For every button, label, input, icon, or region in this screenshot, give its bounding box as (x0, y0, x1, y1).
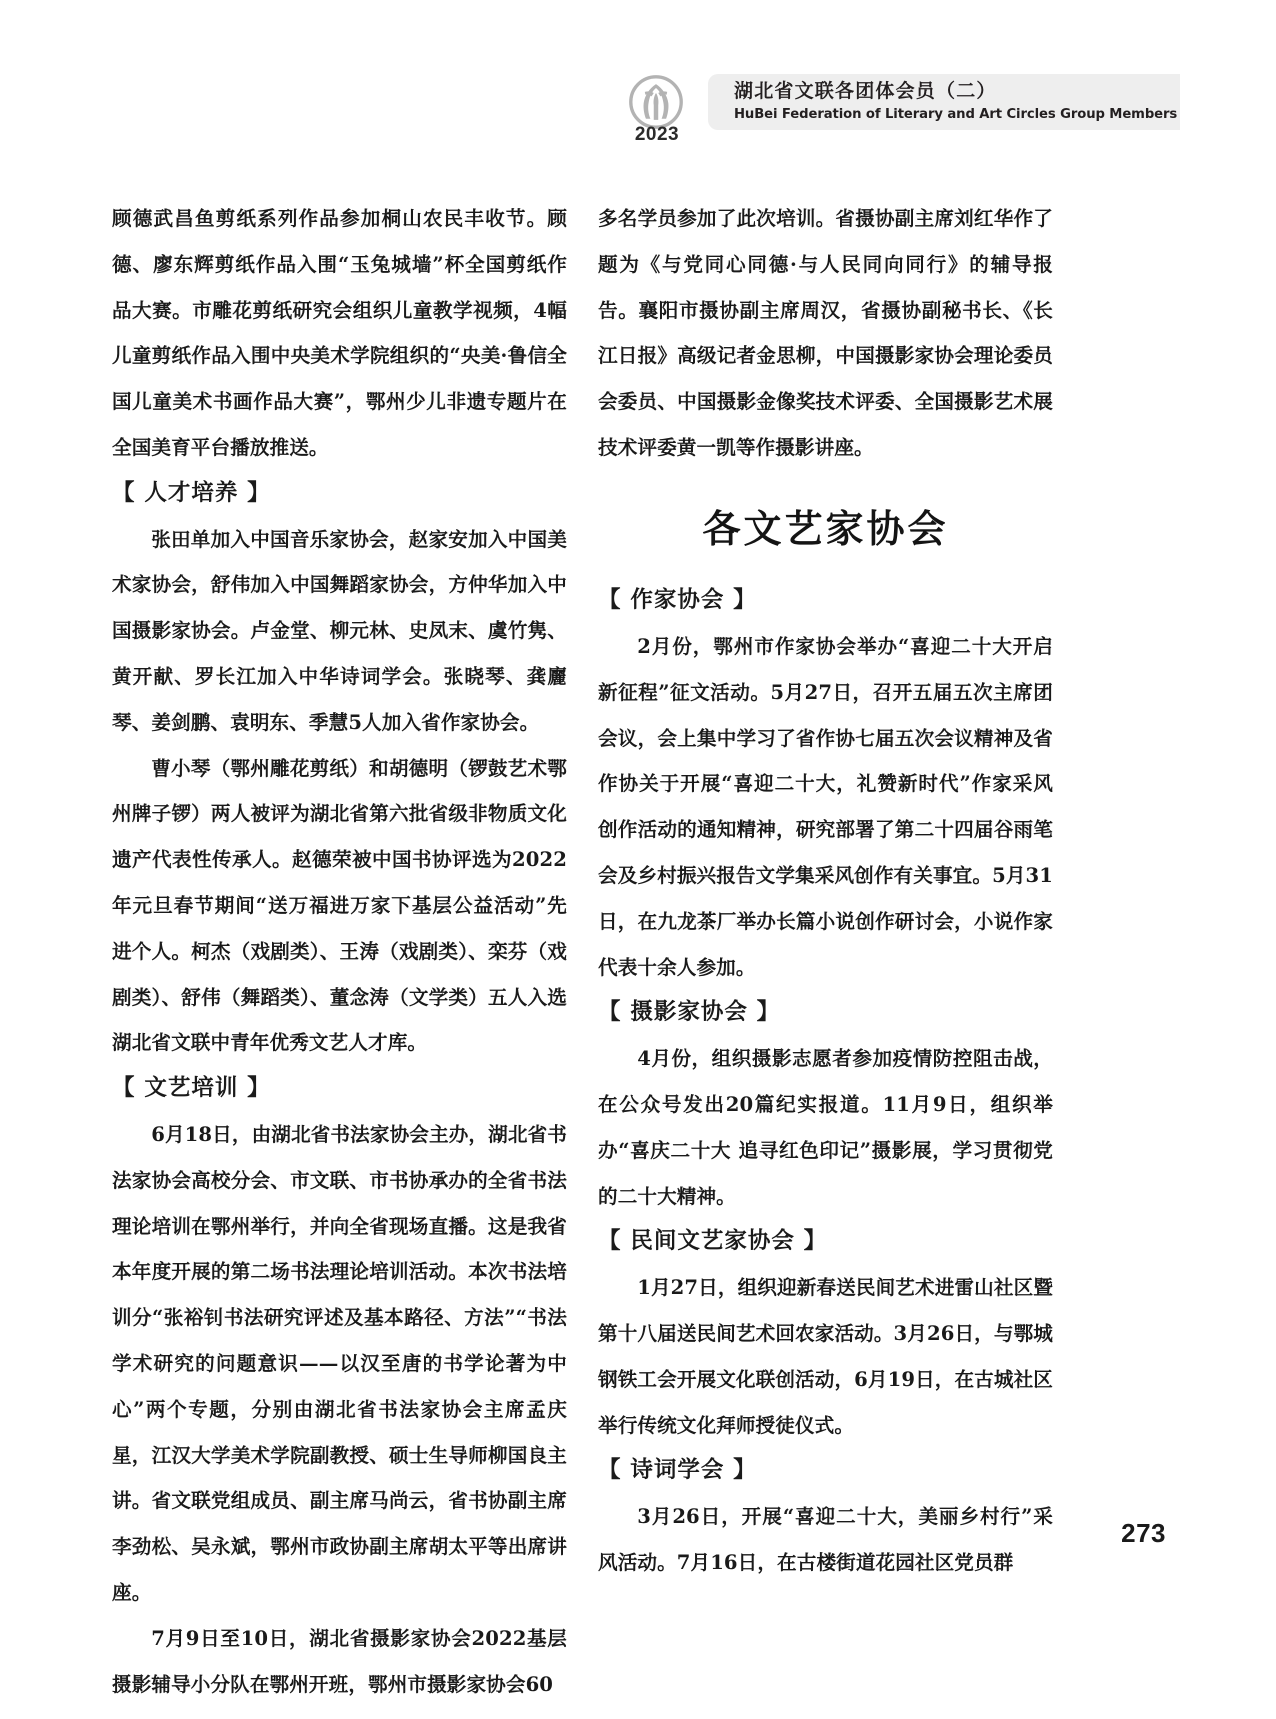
page-header (620, 72, 1180, 144)
header-title-en: HuBei Federation of Literary and Art Circles Group Members (734, 106, 1178, 122)
section-heading-photographers-association: 【 摄影家协会 】 (598, 999, 781, 1026)
paragraph: 6月18日，由湖北省书法家协会主办，湖北省书法家协会高校分会、市文联、市书协承办的全省书法理论培训在鄂州举行，并向全省现场直播。这是我省本年度开展的第二场书法理论培训活动。本次书法培训分“张裕钊书法研究评述及基本路径、方法”“书法学术研究的问题意识——以汉至唐的书学论著为中心”两个专题，分别由湖北省书法家协会主席孟庆星，江汉大学美术学院副教授、硕士生导师柳国良主讲。省文联党组成员、副主席马尚云，省书协副主席李劲松、吴永斌，鄂州市政协副主席胡太平等出席讲座。 (112, 1122, 567, 1604)
left-column (112, 196, 567, 1707)
page-number: 273 (1121, 1518, 1166, 1548)
paragraph: 曹小琴（鄂州雕花剪纸）和胡德明（锣鼓艺术鄂州牌子锣）两人被评为湖北省第六批省级非物质文化遗产代表性传承人。赵德荣被中国书协评选为2022年元旦春节期间“送万福进万家下基层公益活动”先进个人。柯杰（戏剧类）、王涛（戏剧类）、栾芬（戏剧类）、舒伟（舞蹈类）、董念涛（文学类）五人入选湖北省文联中青年优秀文艺人才库。 (112, 756, 567, 1055)
paragraph: 7月9日至10日，湖北省摄影家协会2022基层摄影辅导小分队在鄂州开班，鄂州市摄影家协会60 (112, 1626, 567, 1696)
paragraph: 2月份，鄂州市作家协会举办“喜迎二十大开启新征程”征文活动。5月27日，召开五届五次主席团会议，会上集中学习了省作协七届五次会议精神及省作协关于开展“喜迎二十大，礼赞新时代”作家采风创作活动的通知精神，研究部署了第二十四届谷雨笔会及乡村振兴报告文学集采风创作有关事宜。5月31日，在九龙茶厂举办长篇小说创作研讨会，小说作家代表十余人参加。 (598, 634, 1053, 979)
paragraph: 4月份，组织摄影志愿者参加疫情防控阻击战，在公众号发出20篇纪实报道。11月9日，组织举办“喜庆二十大 追寻红色印记”摄影展，学习贯彻党的二十大精神。 (598, 1047, 1053, 1208)
header-year: 2023 (634, 124, 680, 145)
section-heading-talent-development: 【 人才培养 】 (112, 479, 271, 506)
section-heading-writers-association: 【 作家协会 】 (598, 587, 757, 614)
header-title-cn: 湖北省文联各团体会员（二） (734, 80, 997, 102)
section-heading-arts-training: 【 文艺培训 】 (112, 1075, 271, 1102)
section-heading-poetry-society: 【 诗词学会 】 (598, 1457, 757, 1484)
page-title: 各文艺家协会 (702, 506, 949, 551)
paragraph: 3月26日，开展“喜迎二十大，美丽乡村行”采风活动。7月16日，在古楼街道花园社区党员群 (598, 1505, 1053, 1574)
paragraph: 1月27日，组织迎新春送民间艺术进雷山社区暨第十八届送民间艺术回农家活动。3月26日，与鄂城钢铁工会开展文化联创活动，6月19日，在古城社区举行传统文化拜师授徒仪式。 (598, 1276, 1053, 1437)
federation-emblem-icon (628, 74, 684, 130)
header-logo (620, 74, 694, 148)
section-heading-folk-artists-association: 【 民间文艺家协会 】 (598, 1228, 828, 1255)
paragraph: 张田单加入中国音乐家协会，赵家安加入中国美术家协会，舒伟加入中国舞蹈家协会，方仲华加入中国摄影家协会。卢金堂、柳元林、史凤末、虞竹隽、黄开献、罗长江加入中华诗词学会。张晓琴、龚廲琴、姜剑鹏、袁明东、季慧5人加入省作家协会。 (112, 527, 567, 734)
right-column (598, 196, 1053, 1586)
continued-paragraph: 顾德武昌鱼剪纸系列作品参加桐山农民丰收节。顾德、廖东辉剪纸作品入围“玉兔城墙”杯全国剪纸作品大赛。市雕花剪纸研究会组织儿童教学视频，4幅儿童剪纸作品入围中央美术学院组织的“央美·鲁信全国儿童美术书画作品大赛”，鄂州少儿非遗专题片在全国美育平台播放推送。 (112, 207, 567, 459)
header-title-band (708, 74, 1180, 130)
continued-paragraph: 多名学员参加了此次培训。省摄协副主席刘红华作了题为《与党同心同德·与人民同向同行》的辅导报告。襄阳市摄协副主席周汉，省摄协副秘书长、《长江日报》高级记者金思柳，中国摄影家协会理论委员会委员、中国摄影金像奖技术评委、全国摄影艺术展技术评委黄一凯等作摄影讲座。 (598, 207, 1053, 459)
